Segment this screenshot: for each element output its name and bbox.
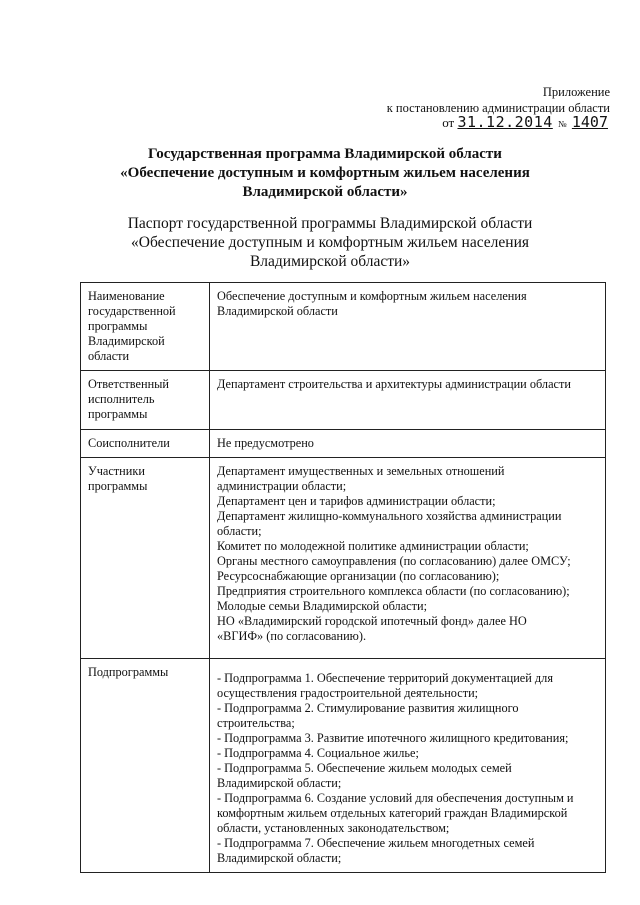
label-line: Наименование — [88, 289, 165, 303]
label-line: Соисполнители — [88, 436, 170, 450]
value-line: Предприятия строительного комплекса области (по согласованию); — [217, 584, 570, 598]
value-line: Владимирской области — [217, 304, 338, 318]
value-line: «ВГИФ» (по согласованию). — [217, 629, 367, 643]
value-line: Ресурсоснабжающие организации (по согласованию); — [217, 569, 500, 583]
label-line: Участники — [88, 464, 145, 478]
annex-resolution: к постановлению администрации области — [386, 101, 610, 115]
value-line: - Подпрограмма 4. Социальное жилье; — [217, 746, 419, 760]
row-label-coexecutors — [81, 430, 210, 458]
passport-title — [100, 214, 560, 271]
value-line: - Подпрограмма 1. Обеспечение территорий документацией для — [217, 671, 553, 685]
value-line: Владимирской области; — [217, 776, 342, 790]
program-title-line: Государственная программа Владимирской области — [148, 146, 502, 162]
table-row — [81, 458, 606, 659]
value-line: комфортным жильем отдельных категорий граждан Владимирской — [217, 806, 568, 820]
program-title-line: Владимирской области» — [242, 184, 408, 200]
label-line: программы — [88, 319, 148, 333]
label-line: программы — [88, 479, 148, 493]
row-label-executor — [81, 371, 210, 430]
row-label-program-name — [81, 283, 210, 371]
label-line: Ответственный — [88, 377, 169, 391]
value-line: - Подпрограмма 7. Обеспечение жильем многодетных семей — [217, 836, 535, 850]
value-line: НО «Владимирский городской ипотечный фонд» далее НО — [217, 614, 527, 628]
value-line: Владимирской области; — [217, 851, 342, 865]
value-line: Органы местного самоуправления (по согласованию) далее ОМСУ; — [217, 554, 571, 568]
value-line: - Подпрограмма 5. Обеспечение жильем молодых семей — [217, 761, 512, 775]
annex-date: 31.12.2014 — [457, 113, 553, 131]
value-line: Обеспечение доступным и комфортным жильем населения — [217, 289, 527, 303]
row-value-executor — [210, 371, 606, 430]
value-line: области; — [217, 524, 262, 538]
value-line: Департамент жилищно-коммунального хозяйства администрации — [217, 509, 562, 523]
label-line: государственной — [88, 304, 176, 318]
label-line: исполнитель — [88, 392, 155, 406]
value-line: строительства; — [217, 716, 295, 730]
value-line: - Подпрограмма 3. Развитие ипотечного жилищного кредитования; — [217, 731, 569, 745]
annex-title: Приложение — [542, 85, 610, 99]
annex-date-line — [442, 113, 608, 131]
table-row — [81, 371, 606, 430]
value-line: - Подпрограмма 2. Стимулирование развития жилищного — [217, 701, 519, 715]
passport-title-line: Паспорт государственной программы Владимирской области — [127, 215, 533, 232]
annex-number-label: № — [558, 119, 567, 129]
value-line: - Подпрограмма 6. Создание условий для обеспечения доступным и — [217, 791, 574, 805]
row-value-coexecutors — [210, 430, 606, 458]
passport-title-line: Владимирской области» — [249, 253, 411, 270]
annex-header — [350, 84, 610, 116]
program-title — [90, 145, 560, 202]
value-line: администрации области; — [217, 479, 347, 493]
value-line: Департамент цен и тарифов администрации области; — [217, 494, 496, 508]
table-row — [81, 430, 606, 458]
value-line: Департамент имущественных и земельных отношений — [217, 464, 505, 478]
label-line: Подпрограммы — [88, 665, 169, 679]
value-line: области, установленных законодательством; — [217, 821, 450, 835]
value-line: Не предусмотрено — [217, 436, 314, 450]
program-title-line: «Обеспечение доступным и комфортным жильем населения — [120, 165, 530, 181]
value-line: Департамент строительства и архитектуры администрации области — [217, 377, 571, 391]
passport-table — [80, 282, 606, 873]
value-line: Комитет по молодежной политике администрации области; — [217, 539, 529, 553]
label-line: программы — [88, 407, 148, 421]
annex-from-label: от — [442, 115, 455, 130]
table-row — [81, 283, 606, 371]
passport-title-line: «Обеспечение доступным и комфортным жильем населения — [131, 234, 529, 251]
row-label-participants — [81, 458, 210, 659]
row-value-subprograms — [210, 659, 606, 873]
table-row — [81, 659, 606, 873]
value-line: Молодые семьи Владимирской области; — [217, 599, 427, 613]
annex-number: 1407 — [571, 113, 608, 131]
label-line: Владимирской — [88, 334, 165, 348]
value-line: осуществления градостроительной деятельности; — [217, 686, 479, 700]
row-value-program-name — [210, 283, 606, 371]
label-line: области — [88, 349, 130, 363]
row-value-participants — [210, 458, 606, 659]
row-label-subprograms — [81, 659, 210, 873]
